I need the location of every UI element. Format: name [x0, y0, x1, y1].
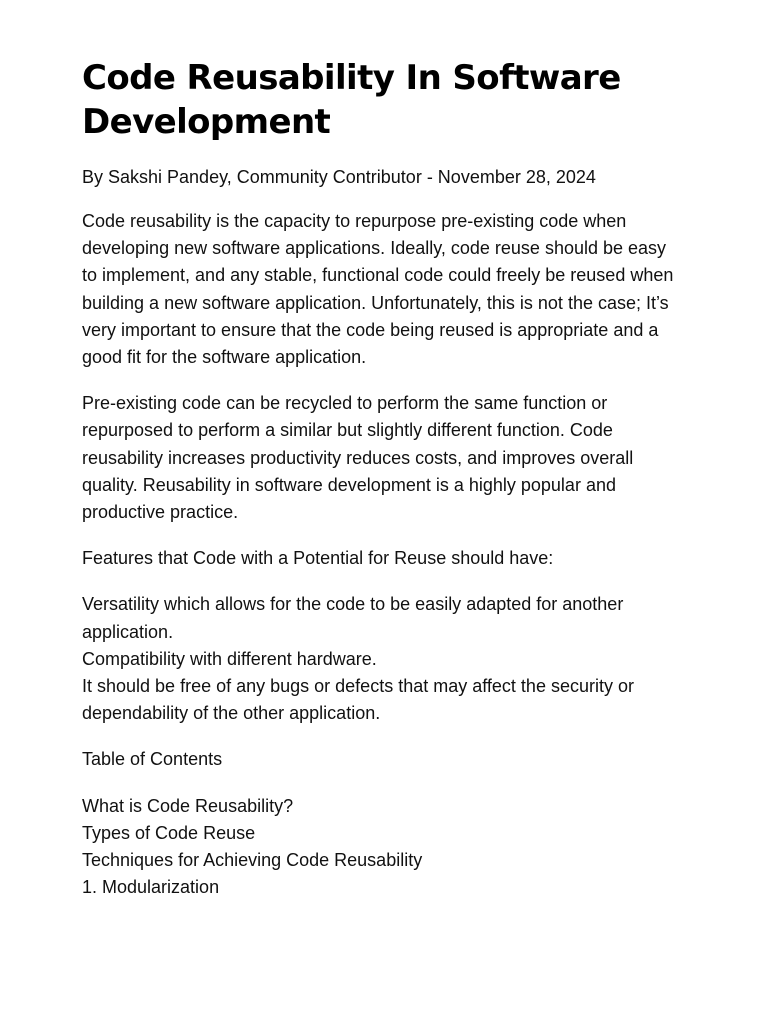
byline: By Sakshi Pandey, Community Contributor - November 28, 2024: [82, 167, 596, 187]
toc-item: [82, 820, 682, 847]
toc-heading: Table of Contents: [82, 749, 223, 770]
toc-item: [82, 847, 682, 874]
feature-item-versatility: Versatility which allows for the code to be easily adapted for another application.: [82, 594, 624, 642]
features-intro: Features that Code with a Potential for Reuse should have:: [82, 548, 554, 569]
recycling-paragraph: Pre-existing code can be recycled to perform the same function or repurposed to perform a similar but slightly different function. Code reusability increases productivity reduces costs, and improves overall quality. Reusability in software development is a highly popular and productive practice.: [82, 393, 634, 523]
intro-paragraph: Code reusability is the capacity to repurpose pre-existing code when developing new software applications. Ideally, code reuse should be easy to implement, and any stable, functional code could freely be reused when building a new software application. Unfortunately, this is not the case; It’s very important to ensure that the code being reused is appropriate and a good fit for the software application.: [82, 211, 674, 368]
features-list: [82, 591, 682, 727]
toc-item: [82, 793, 682, 820]
article: [82, 56, 682, 901]
page-title: Code Reusability In Software Development: [82, 58, 621, 142]
toc-item: [82, 874, 682, 901]
toc-link-modularization[interactable]: 1. Modularization: [82, 877, 220, 898]
toc-link-what-is-code-reusability[interactable]: What is Code Reusability?: [82, 795, 294, 816]
table-of-contents: [82, 793, 682, 902]
toc-link-types-of-code-reuse[interactable]: Types of Code Reuse: [82, 822, 256, 843]
toc-link-techniques[interactable]: Techniques for Achieving Code Reusability: [82, 850, 423, 871]
feature-item-compatibility: Compatibility with different hardware.: [82, 648, 377, 669]
feature-item-bug-free: It should be free of any bugs or defects that may affect the security or dependability of the other application.: [82, 676, 634, 724]
